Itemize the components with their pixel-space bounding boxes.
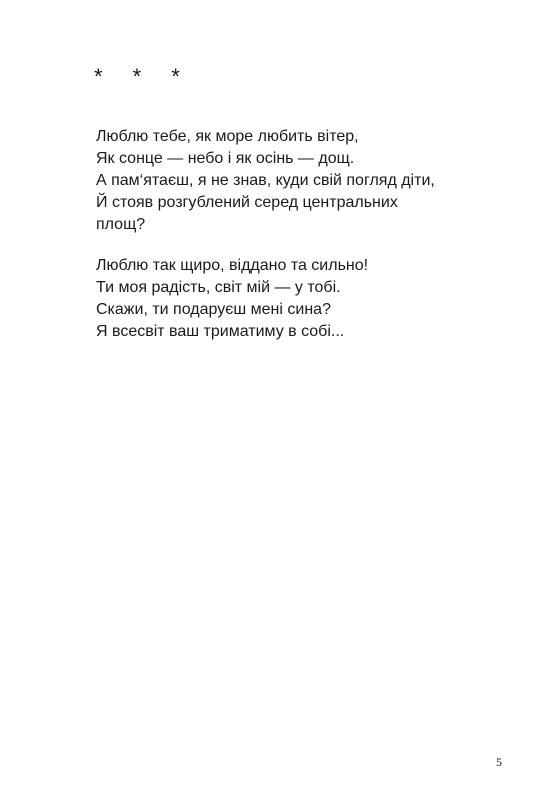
poem-line: Скажи, ти подаруєш мені сина?	[96, 301, 331, 318]
poem-line: Люблю тебе, як море любить вітер,	[96, 128, 359, 145]
poem-line: Ти моя радість, світ мій — у тобі.	[96, 279, 341, 296]
stanza-1	[96, 126, 476, 236]
page-number: 5	[496, 755, 502, 769]
poem-line: Й стояв розгублений серед центральних	[96, 194, 398, 211]
poem-line: А пам‘ятаєш, я не знав, куди свій погляд діти,	[96, 172, 435, 189]
poem-line: Люблю так щиро, віддано та сильно!	[96, 257, 369, 274]
poem	[96, 126, 476, 362]
poem-line: площ?	[96, 216, 146, 233]
poem-line: Я всесвіт ваш триматиму в собі...	[96, 323, 345, 340]
stanza-2	[96, 255, 476, 343]
section-divider: * * *	[94, 64, 192, 89]
poem-line: Як сонце — небо і як осінь — дощ.	[96, 150, 355, 167]
